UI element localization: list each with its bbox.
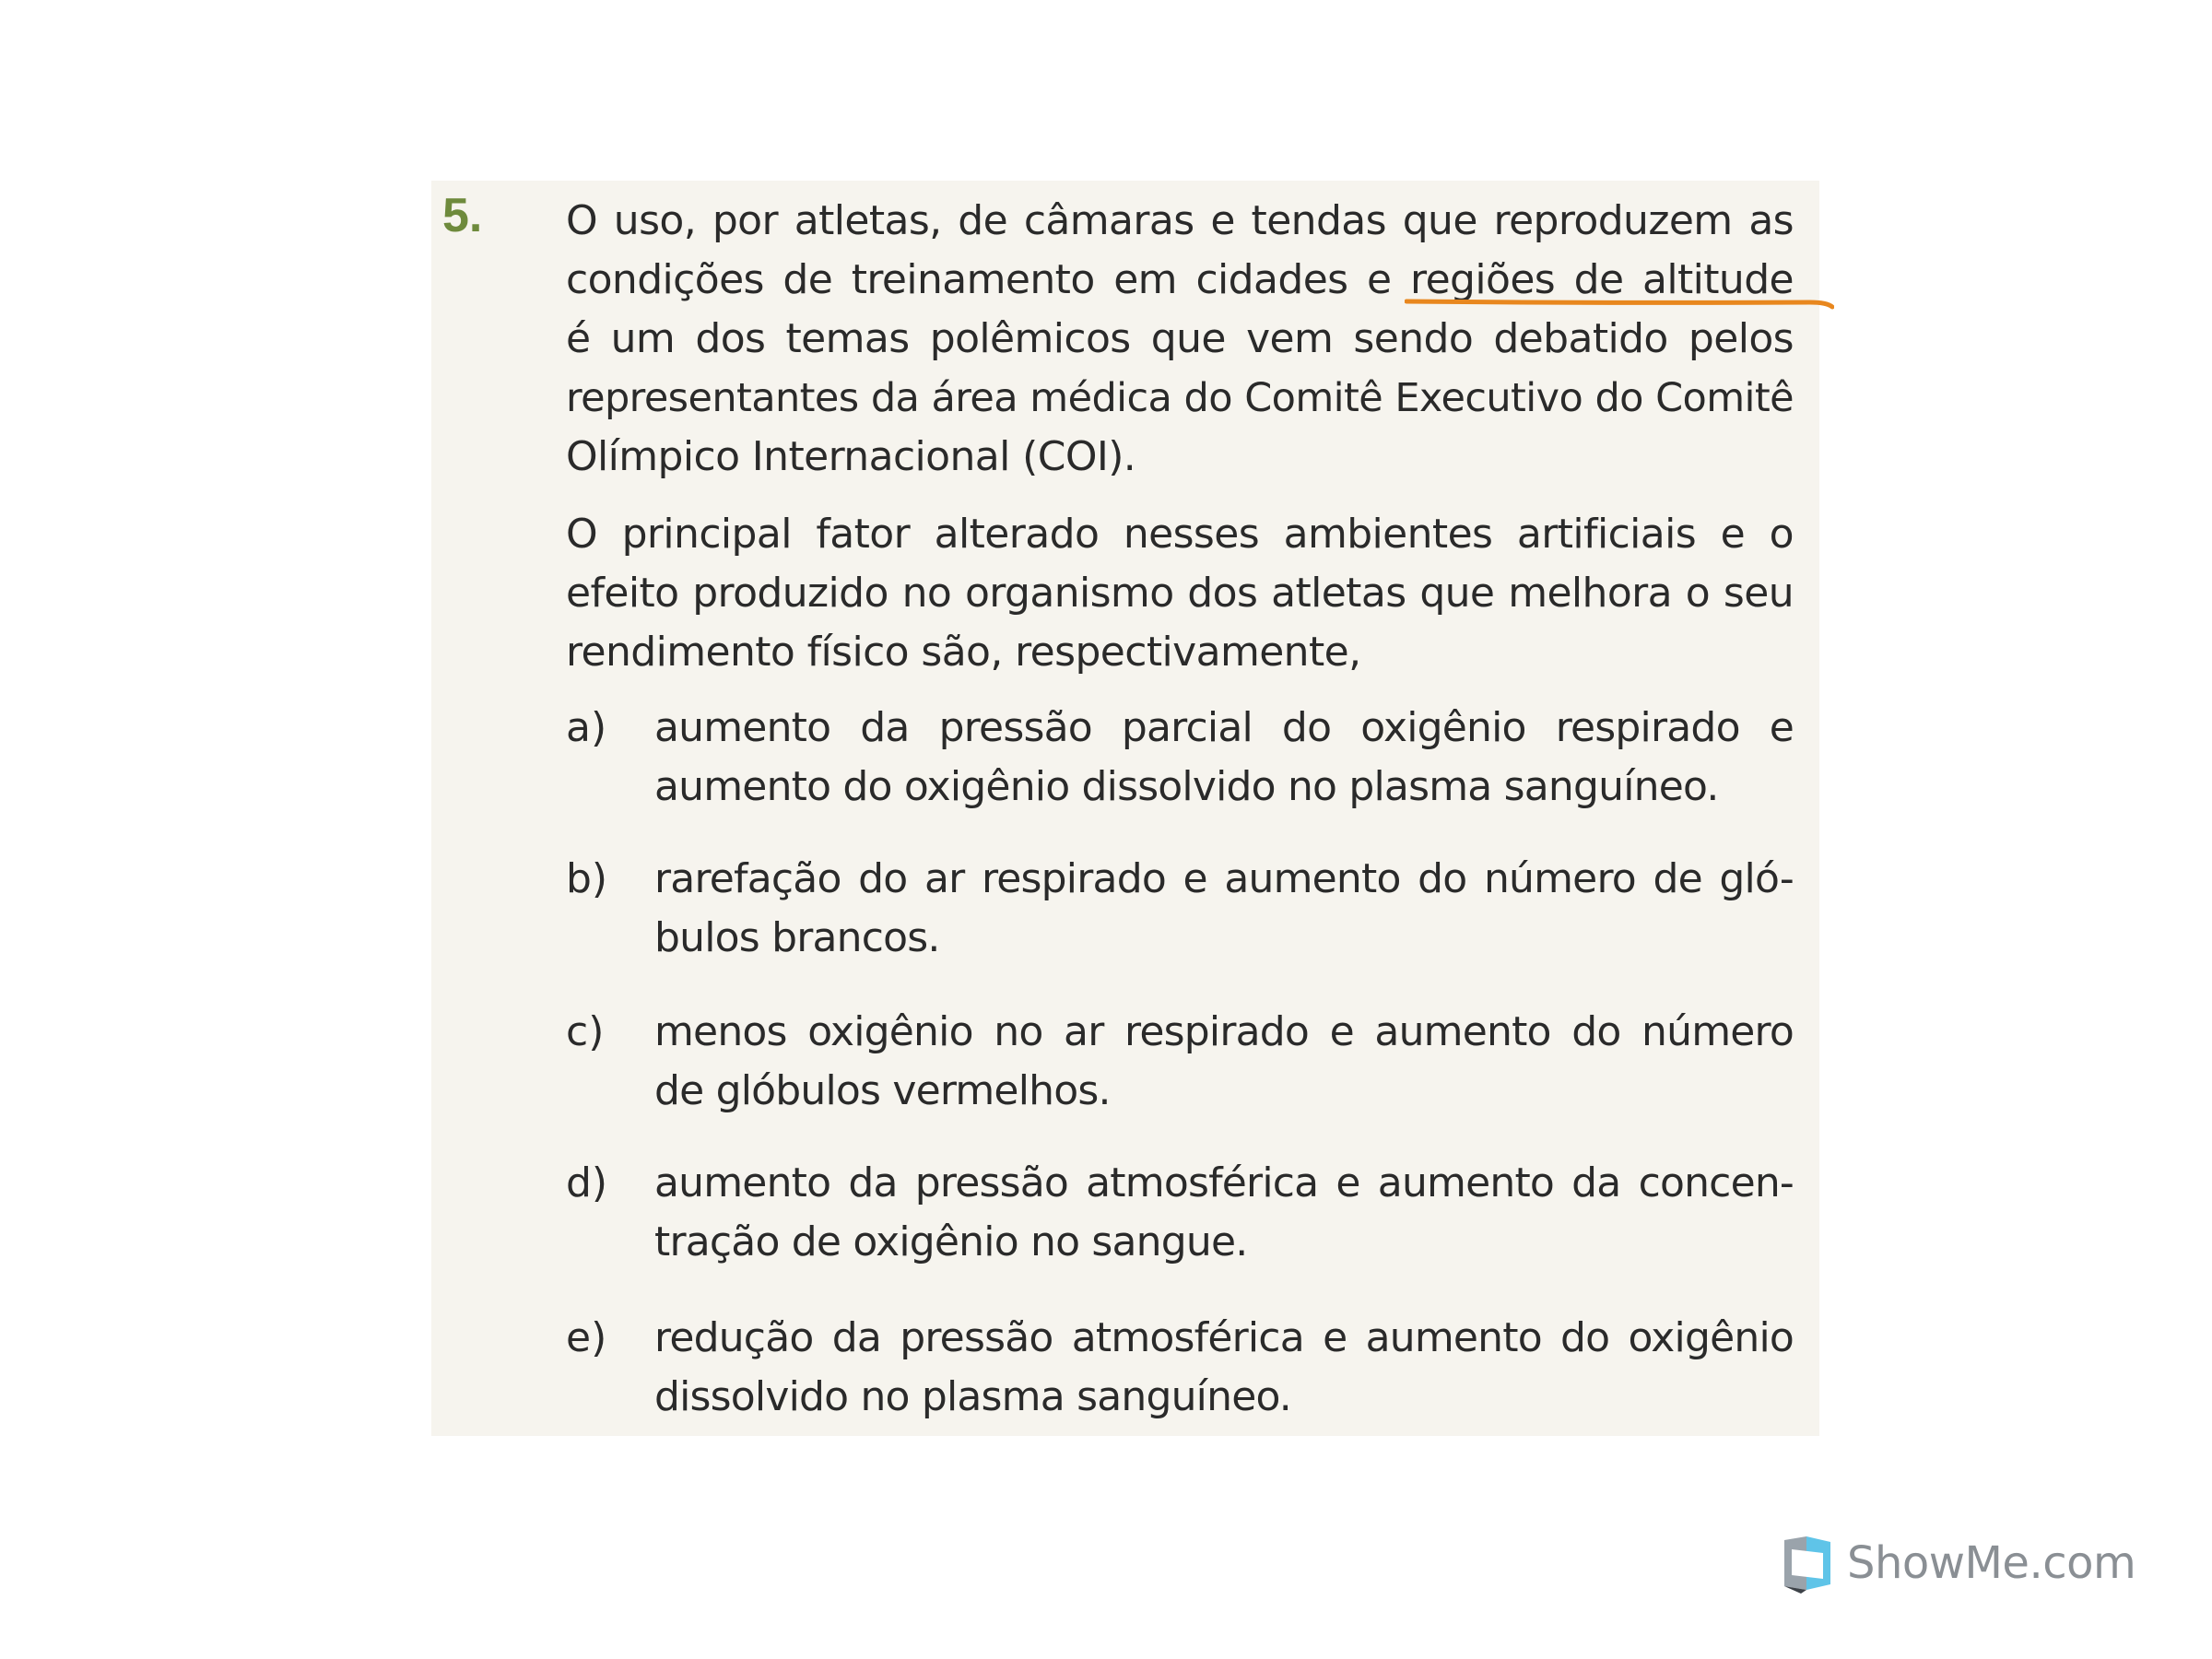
option-text	[654, 1154, 1794, 1272]
highlight-underline-stroke	[1406, 301, 1832, 307]
highlight-underline	[1405, 297, 1834, 310]
prompt-line: efeito produzido no organismo dos atletas que melhora o seu	[566, 570, 1794, 617]
prompt-line: rendimento físico são, respectivamente,	[566, 629, 1361, 676]
option-line: rarefação do ar respirado e aumento do número de gló-	[654, 855, 1794, 902]
option-line: aumento da pressão parcial do oxigênio respirado e	[654, 704, 1794, 751]
option-letter: d)	[566, 1159, 608, 1206]
stem-line: é um dos temas polêmicos que vem sendo debatido pelos	[566, 315, 1794, 362]
option-line: tração de oxigênio no sangue.	[654, 1218, 1248, 1265]
showme-logo-icon	[1781, 1533, 1834, 1594]
watermark-text: ShowMe.com	[1847, 1537, 2136, 1589]
stem-line: representantes da área médica do Comitê Executivo do Comitê	[566, 375, 1794, 421]
stem-line: condições de treinamento em cidades e regiões de altitude	[566, 256, 1794, 303]
option-line: de glóbulos vermelhos.	[654, 1067, 1111, 1114]
option-letter: b)	[566, 855, 608, 902]
question-stem	[566, 192, 1794, 487]
option-text	[654, 1309, 1794, 1427]
option-text	[654, 850, 1794, 968]
option-line: redução da pressão atmosférica e aumento do oxigênio	[654, 1314, 1794, 1361]
option-line: bulos brancos.	[654, 914, 940, 961]
option-letter: e)	[566, 1314, 607, 1361]
option-text	[654, 1003, 1794, 1121]
option-line: dissolvido no plasma sanguíneo.	[654, 1373, 1291, 1420]
option-line: aumento do oxigênio dissolvido no plasma sanguíneo.	[654, 763, 1719, 810]
option-letter: c)	[566, 1008, 605, 1055]
stem-line: O uso, por atletas, de câmaras e tendas que reproduzem as	[566, 197, 1794, 244]
option-text	[654, 699, 1794, 817]
option-letter: a)	[566, 704, 607, 751]
stem-line: Olímpico Internacional (COI).	[566, 433, 1136, 480]
option-line: menos oxigênio no ar respirado e aumento do número	[654, 1008, 1794, 1055]
showme-watermark[interactable]	[1781, 1530, 2136, 1596]
prompt-line: O principal fator alterado nesses ambientes artificiais e o	[566, 511, 1794, 558]
option-line: aumento da pressão atmosférica e aumento da concen-	[654, 1159, 1794, 1206]
question-prompt	[566, 505, 1794, 682]
question-number: 5.	[442, 189, 483, 242]
